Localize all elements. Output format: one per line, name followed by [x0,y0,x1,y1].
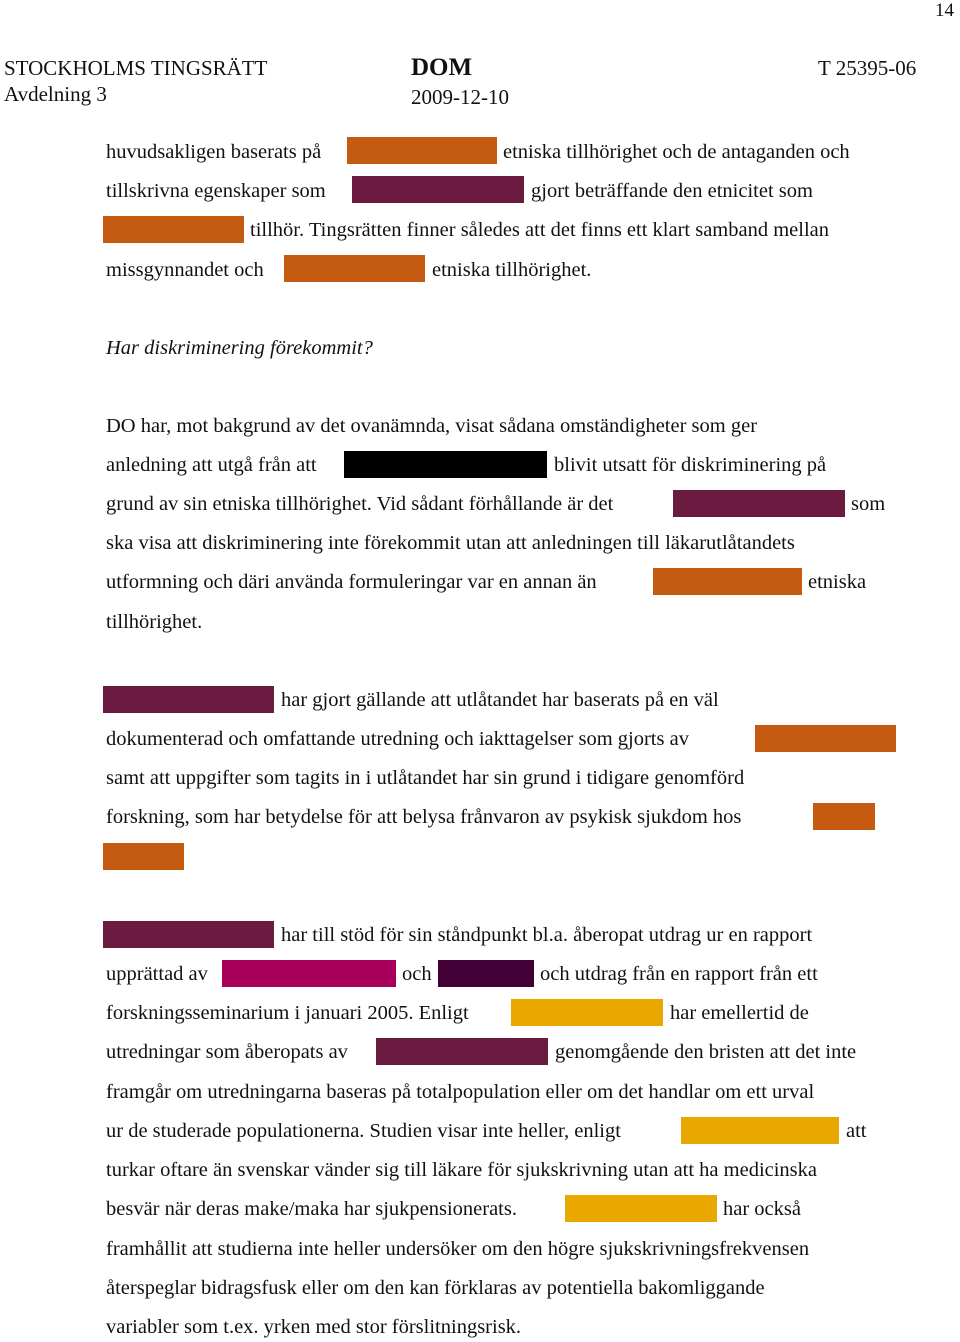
redaction-bar [681,1117,839,1144]
document-type: DOM [411,54,473,81]
text-line: huvudsakligen baserats på [106,141,322,163]
redaction-bar [103,843,184,870]
text-line: gjort beträffande den etnicitet som [531,180,813,202]
department: Avdelning 3 [4,82,107,106]
text-line: tillskrivna egenskaper som [106,180,326,202]
text-line: grund av sin etniska tillhörighet. Vid sådant förhållande är det [106,493,614,515]
text-line: utredningar som åberopats av [106,1041,348,1063]
redaction-bar [673,490,845,517]
section-heading: Har diskriminering förekommit? [106,337,373,359]
text-line: samt att uppgifter som tagits in i utlåtandet har sin grund i tidigare genomförd [106,767,745,789]
text-line: har gjort gällande att utlåtandet har baserats på en väl [281,689,719,711]
redaction-bar [813,803,875,830]
redaction-bar [344,451,547,478]
text-line: och utdrag från en rapport från ett [540,963,818,985]
text-line: återspeglar bidragsfusk eller om den kan förklaras av potentiella bakomliggande [106,1277,765,1299]
text-line: upprättad av [106,963,208,985]
redaction-bar [284,255,425,282]
text-line: framhållit att studierna inte heller undersöker om den högre sjukskrivningsfrekvensen [106,1238,810,1260]
text-line: forskning, som har betydelse för att belysa frånvaron av psykisk sjukdom hos [106,806,742,828]
text-line: etniska [808,571,867,593]
text-line: att [846,1120,867,1142]
text-line: besvär när deras make/maka har sjukpensionerats. [106,1198,517,1220]
text-line: forskningsseminarium i januari 2005. Enligt [106,1002,469,1024]
redaction-bar [511,999,663,1026]
text-line: som [851,493,886,515]
text-line: ska visa att diskriminering inte förekommit utan att anledningen till läkarutlåtandets [106,532,795,554]
redaction-bar [376,1038,548,1065]
text-line: dokumenterad och omfattande utredning och iakttagelser som gjorts av [106,728,689,750]
text-line: tillhör. Tingsrätten finner således att det finns ett klart samband mellan [250,219,830,241]
redaction-bar [653,568,802,595]
redaction-bar [438,960,534,987]
text-line: ur de studerade populationerna. Studien visar inte heller, enligt [106,1120,621,1142]
text-line: utformning och däri använda formuleringar var en annan än [106,571,597,593]
text-line: genomgående den bristen att det inte [555,1041,857,1063]
document-date: 2009-12-10 [411,85,509,109]
text-line: turkar oftare än svenskar vänder sig till läkare för sjukskrivning utan att ha medicinska [106,1159,818,1181]
redaction-bar [347,137,497,164]
text-line: anledning att utgå från att [106,454,317,476]
text-line: missgynnandet och [106,259,264,281]
redaction-bar [222,960,396,987]
text-line: etniska tillhörighet. [432,259,592,281]
redaction-bar [103,216,244,243]
text-line: variabler som t.ex. yrken med stor förslitningsrisk. [106,1316,522,1338]
redaction-bar [352,176,524,203]
text-line: framgår om utredningarna baseras på totalpopulation eller om det handlar om ett urval [106,1081,815,1103]
redaction-bar [755,725,896,752]
text-line: har emellertid de [670,1002,809,1024]
page-number: 14 [935,0,954,21]
text-line: har också [723,1198,801,1220]
redaction-bar [565,1195,717,1222]
text-line: DO har, mot bakgrund av det ovanämnda, visat sådana omständigheter som ger [106,415,758,437]
text-line: etniska tillhörighet och de antaganden och [503,141,850,163]
text-line: blivit utsatt för diskriminering på [554,454,827,476]
redaction-bar [103,686,274,713]
text-line: har till stöd för sin ståndpunkt bl.a. åberopat utdrag ur en rapport [281,924,813,946]
case-number: T 25395-06 [818,56,917,80]
court-name: STOCKHOLMS TINGSRÄTT [4,56,268,80]
text-line: tillhörighet. [106,611,203,633]
redaction-bar [103,921,274,948]
text-line: och [402,963,432,985]
